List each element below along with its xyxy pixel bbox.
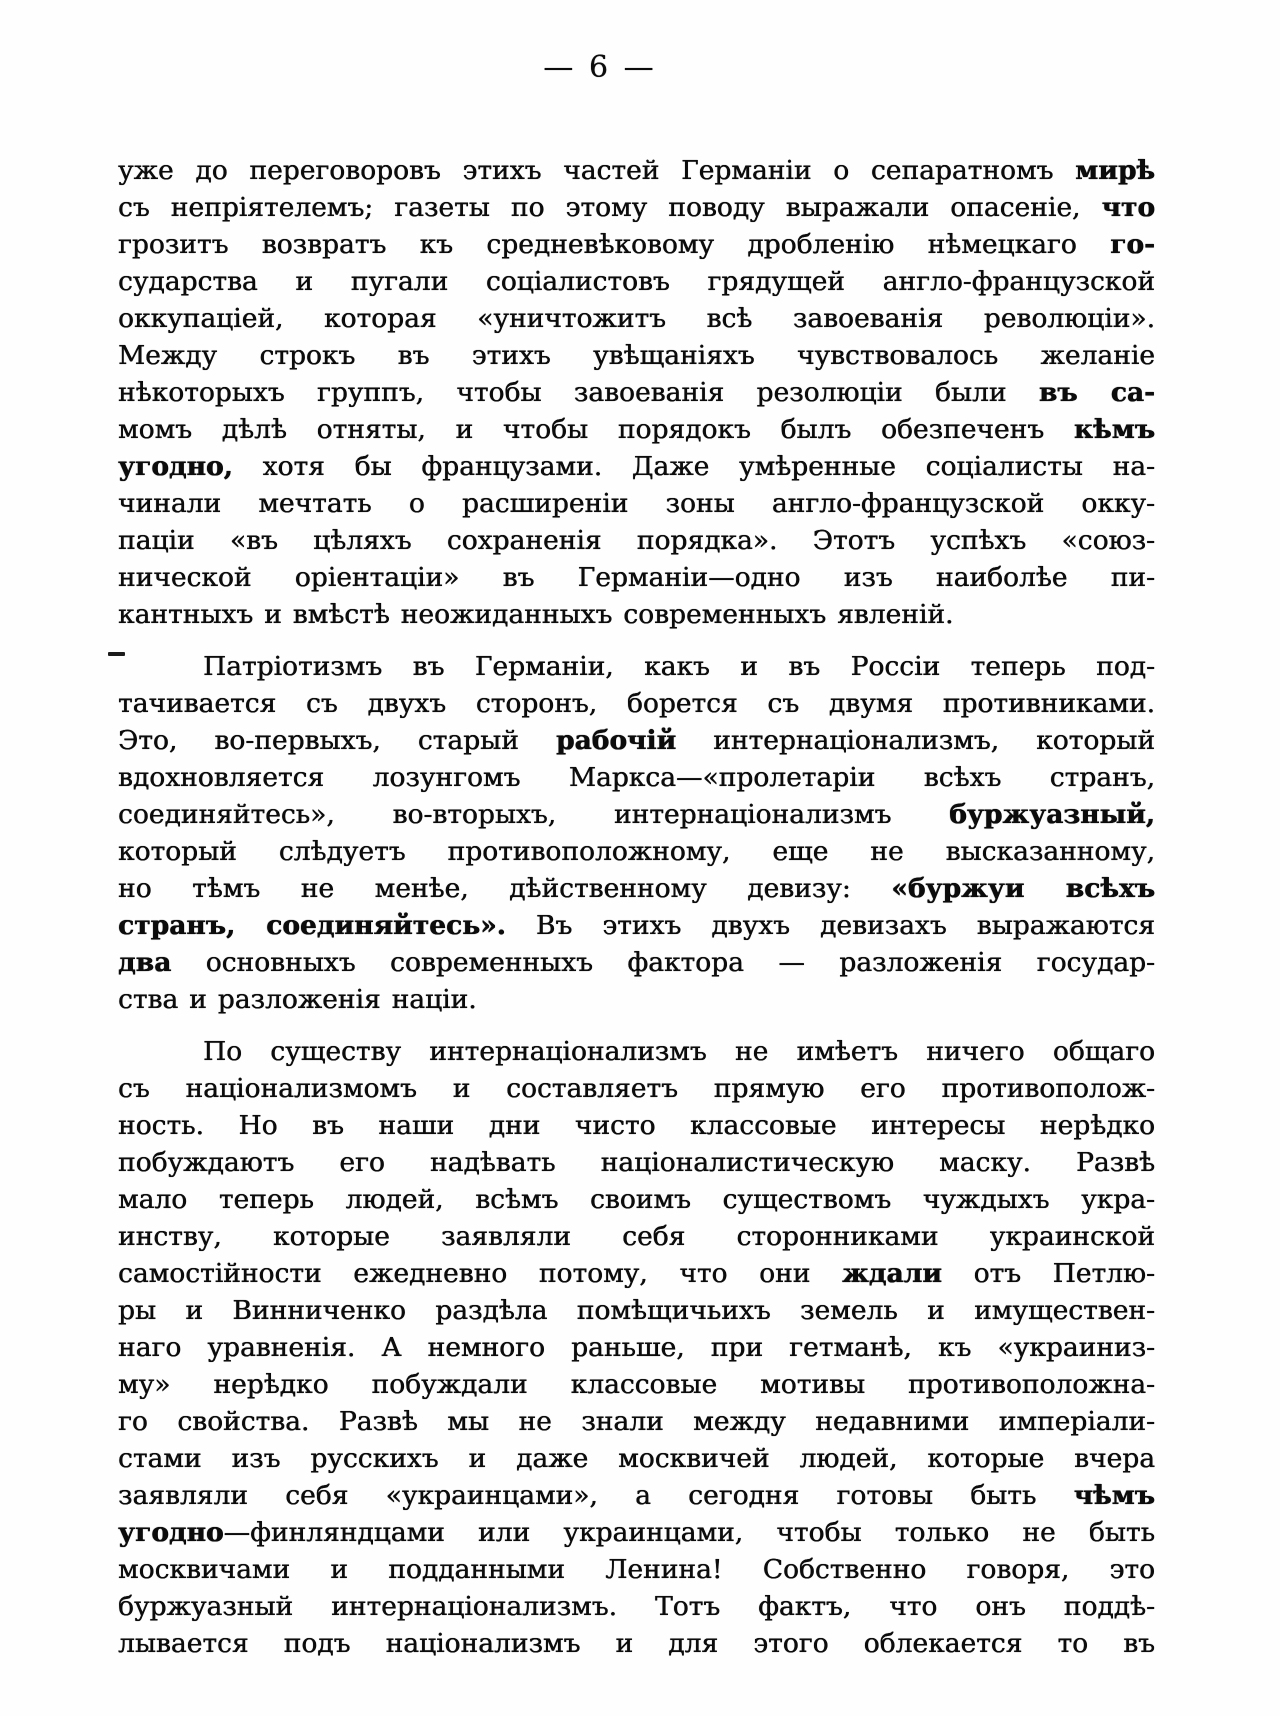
page-number: — 6 — [543,50,657,85]
text-segment: заявляли себя «украинцами», а сегодня готовы быть [118,1480,1074,1511]
text-segment: хотя бы французами. Даже умѣренные соціалисты на- [232,451,1155,482]
text-line [118,870,1155,907]
text-segment: му» нерѣдко побуждали классовые мотивы противоположна- [118,1369,1155,1400]
text-line [118,981,1155,1018]
text-line [118,1218,1155,1255]
text-segment: чинали мечтать о расширеніи зоны англо-французской окку- [118,488,1155,519]
text-line [118,411,1155,448]
text-segment: наго уравненія. А немного раньше, при гетманѣ, къ «украиниз- [118,1332,1155,1363]
text-segment: побуждаютъ его надѣвать націоналистическую маску. Развѣ [118,1147,1155,1178]
text-line [118,226,1155,263]
text-segment: инству, которые заявляли себя сторонниками украинской [118,1221,1155,1252]
text-segment: стами изъ русскихъ и даже москвичей людей, которые вчера [118,1443,1155,1474]
text-line [118,1107,1155,1144]
text-line [118,759,1155,796]
emphasized-text: ждали [842,1258,942,1289]
text-segment: Въ этихъ двухъ девизахъ выражаются [505,910,1155,941]
text-line [118,944,1155,981]
text-segment: оккупаціей, которая «уничтожитъ всѣ завоеванія революціи». [118,303,1155,334]
text-line [118,1625,1155,1662]
text-segment: кантныхъ и вмѣстѣ неожиданныхъ современныхъ явленій. [118,599,954,630]
text-segment: нѣкоторыхъ группъ, чтобы завоеванія резолюціи были [118,377,1039,408]
text-segment: момъ дѣлѣ отняты, и чтобы порядокъ былъ обезпеченъ [118,414,1074,445]
text-line [118,1033,1155,1070]
text-line [118,1070,1155,1107]
text-line [118,907,1155,944]
emphasized-text: мирѣ [1075,155,1155,186]
paragraph [118,1033,1155,1662]
text-line [118,1144,1155,1181]
text-segment: который слѣдуетъ противоположному, еще не высказанному, [118,836,1155,867]
emphasized-text: что [1101,192,1155,223]
text-segment: грозитъ возвратъ къ средневѣковому дробленію нѣмецкаго [118,229,1111,260]
text-line [118,485,1155,522]
text-line [118,1292,1155,1329]
text-line [118,1514,1155,1551]
text-segment: буржуазный интернаціонализмъ. Тотъ фактъ, что онъ поддѣ- [118,1591,1155,1622]
text-segment: ность. Но въ наши дни чисто классовые интересы нерѣдко [118,1110,1155,1141]
text-segment: соединяйтесь», во-вторыхъ, интернаціонализмъ [118,799,950,830]
text-line [118,152,1155,189]
text-segment: уже до переговоровъ этихъ частей Германіи о сепаратномъ [118,155,1076,186]
text-segment: го свойства. Развѣ мы не знали между недавними имперіали- [118,1406,1155,1437]
text-segment: лывается подъ націонализмъ и для этого облекается то въ [118,1628,1155,1659]
emphasized-text: «буржуи всѣхъ [891,873,1155,904]
text-segment: ры и Винниченко раздѣла помѣщичьихъ земель и имуществен- [118,1295,1155,1326]
text-line [118,648,1155,685]
text-segment: паціи «въ цѣляхъ сохраненія порядка». Этотъ успѣхъ «союз- [118,525,1155,556]
text-segment: москвичами и подданными Ленина! Собственно говоря, это [118,1554,1155,1585]
text-segment: ства и разложенія націи. [118,984,477,1015]
text-line [118,1255,1155,1292]
text-line [118,189,1155,226]
text-block [118,152,1155,1662]
text-line [118,263,1155,300]
text-line [118,596,1155,633]
paragraph [118,648,1155,1018]
text-segment: Это, во-первыхъ, старый [118,725,556,756]
text-segment: съ непріятелемъ; газеты по этому поводу выражали опасеніе, [118,192,1102,223]
emphasized-text: угодно, [118,451,233,482]
text-segment: мало теперь людей, всѣмъ своимъ существомъ чуждыхъ укра- [118,1184,1155,1215]
text-line [118,337,1155,374]
text-line [118,722,1155,759]
text-line [118,1477,1155,1514]
text-line [118,448,1155,485]
text-segment: вдохновляется лозунгомъ Маркса—«пролетаріи всѣхъ странъ, [118,762,1155,793]
text-line [118,559,1155,596]
text-segment: сударства и пугали соціалистовъ грядущей англо-французской [118,266,1155,297]
text-line [118,522,1155,559]
text-segment: самостійности ежедневно потому, что они [118,1258,842,1289]
text-segment: По существу интернаціонализмъ не имѣетъ ничего общаго [203,1036,1155,1067]
emphasized-text: кѣмъ [1073,414,1155,445]
text-segment: но тѣмъ не менѣе, дѣйственному девизу: [118,873,892,904]
emphasized-text: буржуазный, [949,799,1155,830]
emphasized-text: угодно [118,1517,224,1548]
text-line [118,1366,1155,1403]
emphasized-text: рабочій [555,725,677,756]
text-line [118,1181,1155,1218]
text-line [118,1551,1155,1588]
text-line [118,300,1155,337]
emphasized-text: чѣмъ [1073,1480,1155,1511]
text-line [118,1588,1155,1625]
text-line [118,1403,1155,1440]
emphasized-text: два [118,947,172,978]
text-segment: отъ Петлю- [941,1258,1155,1289]
text-line [118,685,1155,722]
emphasized-text: странъ, соединяйтесь». [118,910,506,941]
text-line [118,833,1155,870]
emphasized-text: въ са- [1038,377,1155,408]
text-line [118,1329,1155,1366]
text-segment: Между строкъ въ этихъ увѣщаніяхъ чувствовалось желаніе [118,340,1155,371]
text-segment: —финляндцами или украинцами, чтобы только не быть [223,1517,1155,1548]
text-segment: Патріотизмъ въ Германіи, какъ и въ Россіи теперь под- [203,651,1155,682]
emphasized-text: го- [1110,229,1155,260]
text-segment: съ націонализмомъ и составляетъ прямую его противополож- [118,1073,1155,1104]
text-segment: нической оріентаціи» въ Германіи—одно изъ наиболѣе пи- [118,562,1155,593]
text-line [118,796,1155,833]
text-segment: основныхъ современныхъ фактора — разложенія государ- [171,947,1155,978]
text-segment: интернаціонализмъ, который [676,725,1155,756]
text-segment: тачивается съ двухъ сторонъ, борется съ двумя противниками. [118,688,1155,719]
paragraph [118,152,1155,633]
text-line [118,374,1155,411]
text-line [118,1440,1155,1477]
